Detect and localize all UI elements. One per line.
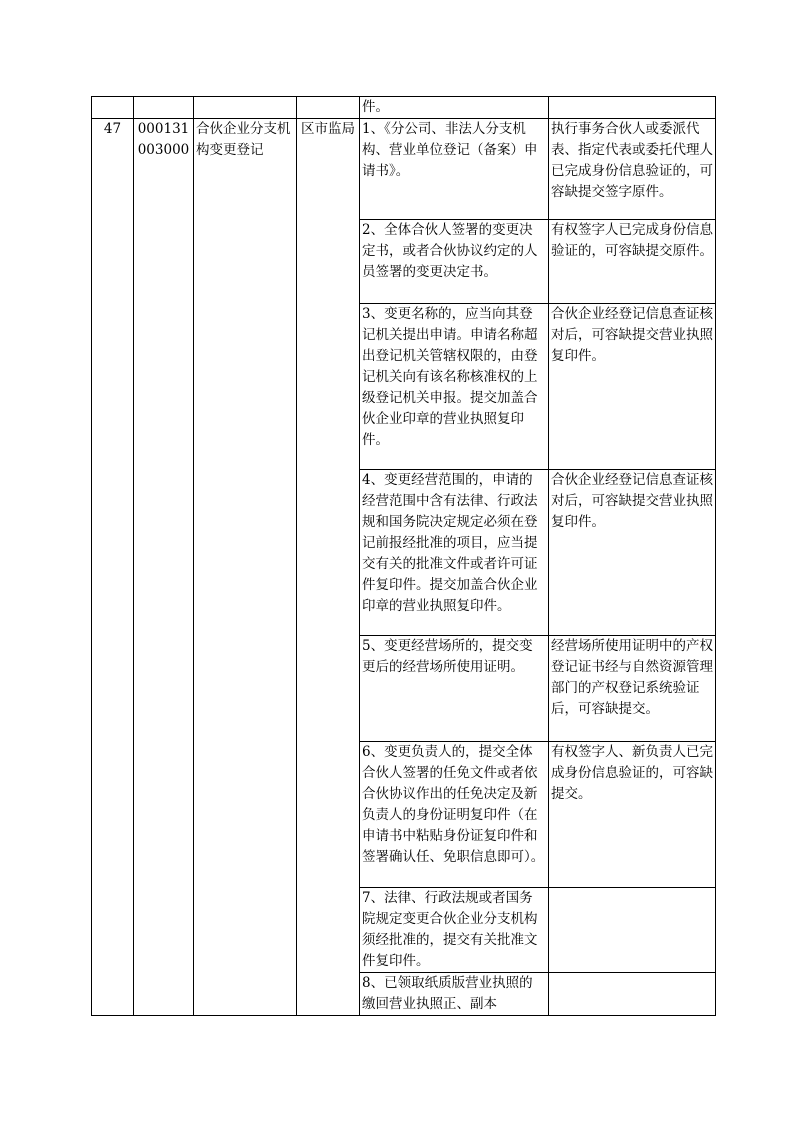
row-number: 47 [92, 119, 134, 1016]
material-tail: 件。 [360, 97, 549, 119]
cell-number-empty [92, 97, 134, 119]
continued-row [92, 97, 716, 119]
material-2: 2、全体合伙人签署的变更决定书，或者合伙协议约定的人员签署的变更决定书。 [360, 220, 549, 304]
item-code-line2: 003000 [137, 142, 190, 158]
note-6: 有权签字人、新负责人已完成身份信息验证的，可容缺提交。 [549, 742, 716, 888]
note-4: 合伙企业经登记信息查证核对后，可容缺提交营业执照复印件。 [549, 470, 716, 636]
item-name: 合伙企业分支机构变更登记 [194, 119, 297, 1016]
note-5: 经营场所使用证明中的产权登记证书经与自然资源管理部门的产权登记系统验证后，可容缺提交。 [549, 636, 716, 742]
material-8: 8、已领取纸质版营业执照的缴回营业执照正、副本 [360, 973, 549, 1016]
item-code [134, 119, 194, 1016]
note-1: 执行事务合伙人或委派代表、指定代表或委托代理人已完成身份信息验证的，可容缺提交签字原件。 [549, 119, 716, 220]
materials-table [91, 96, 716, 1016]
table-row [92, 119, 716, 220]
note-8 [549, 973, 716, 1016]
material-7: 7、法律、行政法规或者国务院规定变更合伙企业分支机构须经批准的，提交有关批准文件复印件。 [360, 888, 549, 973]
material-4: 4、变更经营范围的，申请的经营范围中含有法律、行政法规和国务院决定规定必须在登记前报经批准的项目，应当提交有关的批准文件或者许可证件复印件。提交加盖合伙企业印章的营业执照复印件。 [360, 470, 549, 636]
cell-name-empty [194, 97, 297, 119]
note-empty [549, 97, 716, 119]
item-code-line1: 000131 [137, 121, 190, 137]
material-1: 1、《分公司、非法人分支机构、营业单位登记（备案）申请书》。 [360, 119, 549, 220]
material-6: 6、变更负责人的，提交全体合伙人签署的任免文件或者依合伙协议作出的任免决定及新负责人的身份证明复印件（在申请书中粘贴身份证复印件和签署确认任、免职信息即可）。 [360, 742, 549, 888]
cell-code-empty [134, 97, 194, 119]
department: 区市监局 [297, 119, 360, 1016]
note-7 [549, 888, 716, 973]
note-2: 有权签字人已完成身份信息验证的，可容缺提交原件。 [549, 220, 716, 304]
material-3: 3、变更名称的，应当向其登记机关提出申请。申请名称超出登记机关管辖权限的，由登记机关向有该名称核准权的上级登记机关申报。提交加盖合伙企业印章的营业执照复印件。 [360, 304, 549, 470]
material-5: 5、变更经营场所的，提交变更后的经营场所使用证明。 [360, 636, 549, 742]
cell-dept-empty [297, 97, 360, 119]
note-3: 合伙企业经登记信息查证核对后，可容缺提交营业执照复印件。 [549, 304, 716, 470]
